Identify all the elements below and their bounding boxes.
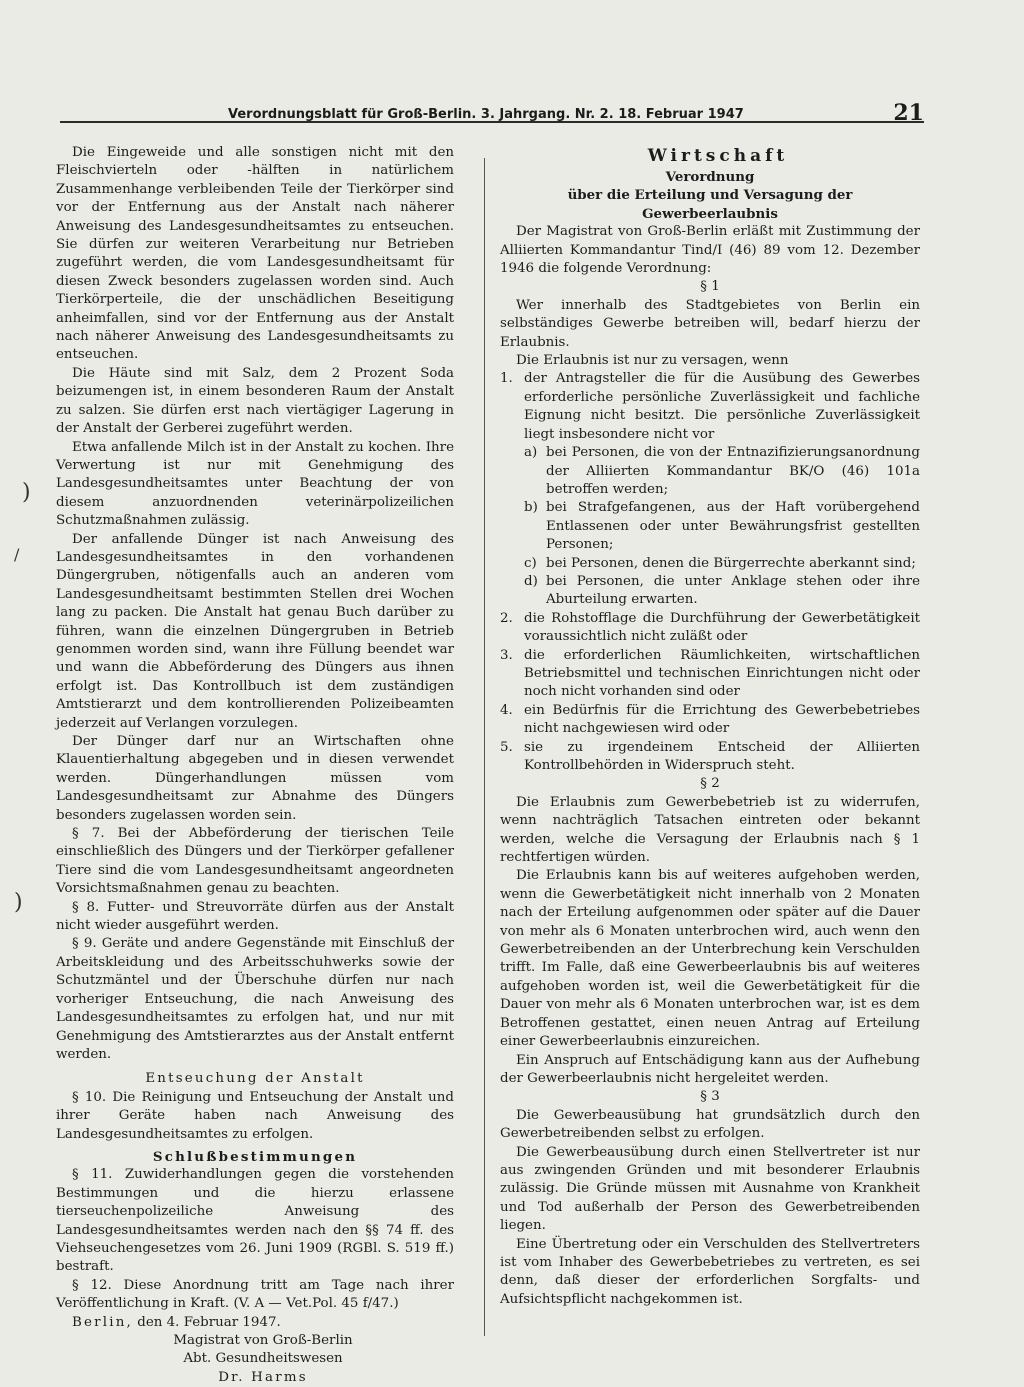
decree-intro: Der Magistrat von Groß-Berlin erläßt mit Zustimmung der Alliierten Kommandantur Tind/I (46) 89 vom 12. Dezember 1946 die folgende Verordnung: <box>500 224 920 277</box>
paragraph: § 8. Futter- und Streuvorräte dürfen aus der Anstalt nicht wieder ausgeführt werden. <box>56 899 454 934</box>
date-text: den 4. Februar 1947. <box>137 1314 281 1330</box>
sub-list-item <box>500 573 920 610</box>
margin-mark: ) <box>22 480 31 505</box>
list-text: die erforderlichen Räumlichkeiten, wirtschaftlichen Betriebsmittel und technischen Einrichtungen nicht oder noch nicht vorhanden sind oder <box>524 647 920 700</box>
paragraph: Der anfallende Dünger ist nach Anweisung des Landesgesundheitsamtes in den vorhandenen Düngergruben, nötigenfalls auch an anderen vom Landesgesundheitsamt bestimmten Stellen drei Wochen lang zu packen. Die Anstalt hat genau Buch darüber zu führen, wann die einzelnen Düngergruben in Betrieb genommen worden sind, wann ihre Füllung beendet war und wann die Abbeförderung des Düngers aus ihnen erfolgt ist. Das Kontrollbuch ist dem zuständigen Amtstierarzt und dem kontrollierenden Polizeibeamten jederzeit auf Verlangen vorzulegen. <box>56 531 454 731</box>
paragraph: Die Gewerbeausübung durch einen Stellvertreter ist nur aus zwingenden Gründen und mit besonderer Erlaubnis zulässig. Die Gründe müssen mit Ausnahme von Krankheit und Tod außerhalb der Person des Gewerbetreibenden liegen. <box>500 1144 920 1234</box>
paragraph-12: § 12. Diese Anordnung tritt am Tage nach ihrer Veröffentlichung in Kraft. (V. A — Vet.Pol. 45 f/47.) <box>56 1277 454 1312</box>
decree-subtitle: über die Erteilung und Versagung der Gewerbeerlaubnis <box>567 187 853 222</box>
decree-title: Verordnung <box>665 169 755 185</box>
paragraph: Der Dünger darf nur an Wirtschaften ohne Klauentierhaltung abgegeben und in diesen verwendet werden. Düngerhandlungen müssen vom Landesgesundheitsamt zur Abnahme des Düngers besonders zugelassen worden sein. <box>56 734 454 823</box>
signature-department: Abt. Gesundheitswesen <box>183 1351 343 1367</box>
list-item <box>500 739 920 776</box>
list-text: ein Bedürfnis für die Errichtung des Gewerbebetriebes nicht nachgewiesen wird oder <box>524 702 920 737</box>
sub-list-letter: a) <box>524 445 538 461</box>
list-item <box>500 610 920 647</box>
margin-mark: / <box>14 545 20 564</box>
section-heading: § 1 <box>700 279 720 295</box>
signature-authority: Magistrat von Groß-Berlin <box>173 1333 353 1348</box>
list-number: 3. <box>500 647 513 663</box>
header-rule <box>60 121 924 123</box>
list-number: 1. <box>500 371 513 387</box>
section-heading-schluss: Schlußbestimmungen <box>152 1148 358 1165</box>
list-item <box>500 647 920 702</box>
list-number: 4. <box>500 702 513 718</box>
page-number: 21 <box>893 100 924 126</box>
paragraph: Etwa anfallende Milch ist in der Anstalt zu kochen. Ihre Verwertung ist nur mit Genehmigung des Landesgesundheitsamtes unter Beachtung der von diesem anzuordnenden veterinärpolizeilichen Schutzmaßnahmen zulässig. <box>56 439 454 529</box>
paragraph-10: § 10. Die Reinigung und Entseuchung der Anstalt und ihrer Geräte haben nach Anweisung des Landesgesundheitsamtes zu erfolgen. <box>56 1089 454 1142</box>
paragraph: Die Gewerbeausübung hat grundsätzlich durch den Gewerbetreibenden selbst zu erfolgen. <box>500 1107 920 1142</box>
place-date <box>56 1314 454 1332</box>
section-heading: § 3 <box>700 1089 720 1105</box>
sub-list-letter: b) <box>524 500 538 516</box>
sub-list-text: bei Personen, die von der Entnazifizierungsanordnung der Alliierten Kommandantur BK/O (46) 101a betroffen werden; <box>546 445 920 497</box>
paragraph-11: § 11. Zuwiderhandlungen gegen die vorstehenden Bestimmungen und die hierzu erlassene tierseuchenpolizeiliche Anweisung des Landesgesundheitsamtes werden nach den §§ 74 ff. des Viehseuchengesetzes vom 26. Juni 1909 (RGBl. S. 519 ff.) bestraft. <box>56 1167 454 1275</box>
signature-name: Dr. Harms <box>218 1369 308 1385</box>
section-heading: § 2 <box>700 776 720 792</box>
section-heading-entseuchung: Entseuchung der Anstalt <box>145 1071 365 1087</box>
paragraph: Eine Übertretung oder ein Verschulden des Stellvertreters ist vom Inhaber des Gewerbebetriebes zu vertreten, es sei denn, daß dieser der erforderlichen Sorgfalts- und Aufsichtspflicht nachgekommen ist. <box>500 1236 920 1307</box>
sub-list-text: bei Personen, die unter Anklage stehen oder ihre Aburteilung erwarten. <box>546 573 920 608</box>
section-title: Wirtschaft <box>647 146 789 166</box>
sub-list-letter: d) <box>524 573 538 589</box>
paragraph: § 9. Geräte und andere Gegenstände mit Einschluß der Arbeitskleidung und des Arbeitsschuhwerks sowie der Schutzmäntel und der Überschuhe dürfen nur nach vorheriger Entseuchung, die nach Anweisung des Landesgesundheitsamtes zu erfolgen hat, und nur mit Genehmigung des Amtstierarztes aus der Anstalt entfernt werden. <box>56 936 454 1062</box>
paragraph: Wer innerhalb des Stadtgebietes von Berlin ein selbständiges Gewerbe betreiben will, bedarf hierzu der Erlaubnis. <box>500 297 920 350</box>
sub-list-item <box>500 555 920 573</box>
list-number: 2. <box>500 610 513 626</box>
paragraph: Die Erlaubnis ist nur zu versagen, wenn <box>516 353 789 369</box>
sub-list-item <box>500 444 920 499</box>
list-number: 5. <box>500 739 513 755</box>
paragraph: Die Häute sind mit Salz, dem 2 Prozent Soda beizumengen ist, in einem besonderen Raum der Anstalt zu salzen. Sie dürfen erst nach viertägiger Lagerung in der Anstalt der Gerberei zugeführt werden. <box>56 365 454 437</box>
header-title: Verordnungsblatt für Groß-Berlin. 3. Jahrgang. Nr. 2. 18. Februar 1947 <box>228 107 744 122</box>
list-text: die Rohstofflage die Durchführung der Gewerbetätigkeit voraussichtlich nicht zuläßt oder <box>524 610 920 645</box>
place-city: Berlin, <box>72 1314 134 1330</box>
paragraph: § 7. Bei der Abbeförderung der tierischen Teile einschließlich des Düngers und der Tierkörper gefallener Tiere sind die vom Landesgesundheitsamt angeordneten Vorsichtsmaßnahmen genau zu beachten. <box>56 826 454 897</box>
paragraph: Ein Anspruch auf Entschädigung kann aus der Aufhebung der Gewerbeerlaubnis nicht hergeleitet werden. <box>500 1052 920 1086</box>
sub-list-text: bei Personen, denen die Bürgerrechte aberkannt sind; <box>546 555 916 571</box>
right-column <box>500 144 920 1309</box>
sub-list-text: bei Strafgefangenen, aus der Haft vorübergehend Entlassenen oder unter Bewährungsfrist gestellten Personen; <box>546 500 920 553</box>
paragraph: Die Erlaubnis kann bis auf weiteres aufgehoben werden, wenn die Gewerbetätigkeit nicht innerhalb von 2 Monaten nach der Erteilung aufgenommen oder später auf die Dauer von mehr als 6 Monaten unterbrochen wird, auch wenn den Gewerbetreibenden an der Unterbrechung kein Verschulden trifft. Im Falle, daß eine Gewerbeerlaubnis bis auf weiteres aufgehoben worden ist, weil die Gewerbetätigkeit für die Dauer von mehr als 6 Monaten unterbrochen war, ist es dem Betroffenen gestattet, einen neuen Antrag auf Erteilung einer Gewerbeerlaubnis einzureichen. <box>500 868 920 1050</box>
page-header <box>228 100 924 127</box>
list-item <box>500 702 920 739</box>
margin-mark: ) <box>14 890 23 915</box>
list-text: sie zu irgendeinem Entscheid der Alliierten Kontrollbehörden in Widerspruch steht. <box>524 739 920 773</box>
column-divider <box>484 158 485 1336</box>
paragraph: Die Erlaubnis zum Gewerbebetrieb ist zu widerrufen, wenn nachträglich Tatsachen eintreten oder bekannt werden, welche die Versagung der Erlaubnis nach § 1 rechtfertigen würden. <box>500 794 920 866</box>
paragraph: Die Eingeweide und alle sonstigen nicht mit den Fleischvierteln oder -hälften in natürlichem Zusammenhange verbleibenden Teile der Tierkörper sind vor der Entfernung aus der Anstalt nach näherer Anweisung des Landesgesundheitsamtes zu entseuchen. Sie dürfen zur weiteren Verarbeitung nur Betrieben zugeführt werden, die vom Landesgesundheitsamt für diesen Zweck besonders zugelassen worden sind. Auch Tierkörperteile, die der unschädlichen Beseitigung anheimfallen, sind vor der Entfernung aus der Anstalt nach näherer Anweisung des Landesgesundheitsamts zu entseuchen. <box>56 145 454 363</box>
list-item <box>500 370 920 444</box>
sub-list-letter: c) <box>524 555 537 571</box>
sub-list-item <box>500 499 920 554</box>
list-text: der Antragsteller die für die Ausübung des Gewerbes erforderliche persönliche Zuverlässigkeit und fachliche Eignung nicht besitzt. Die persönliche Zuverlässigkeit liegt insbesondere nicht vor <box>524 371 920 442</box>
left-column <box>56 144 454 1387</box>
